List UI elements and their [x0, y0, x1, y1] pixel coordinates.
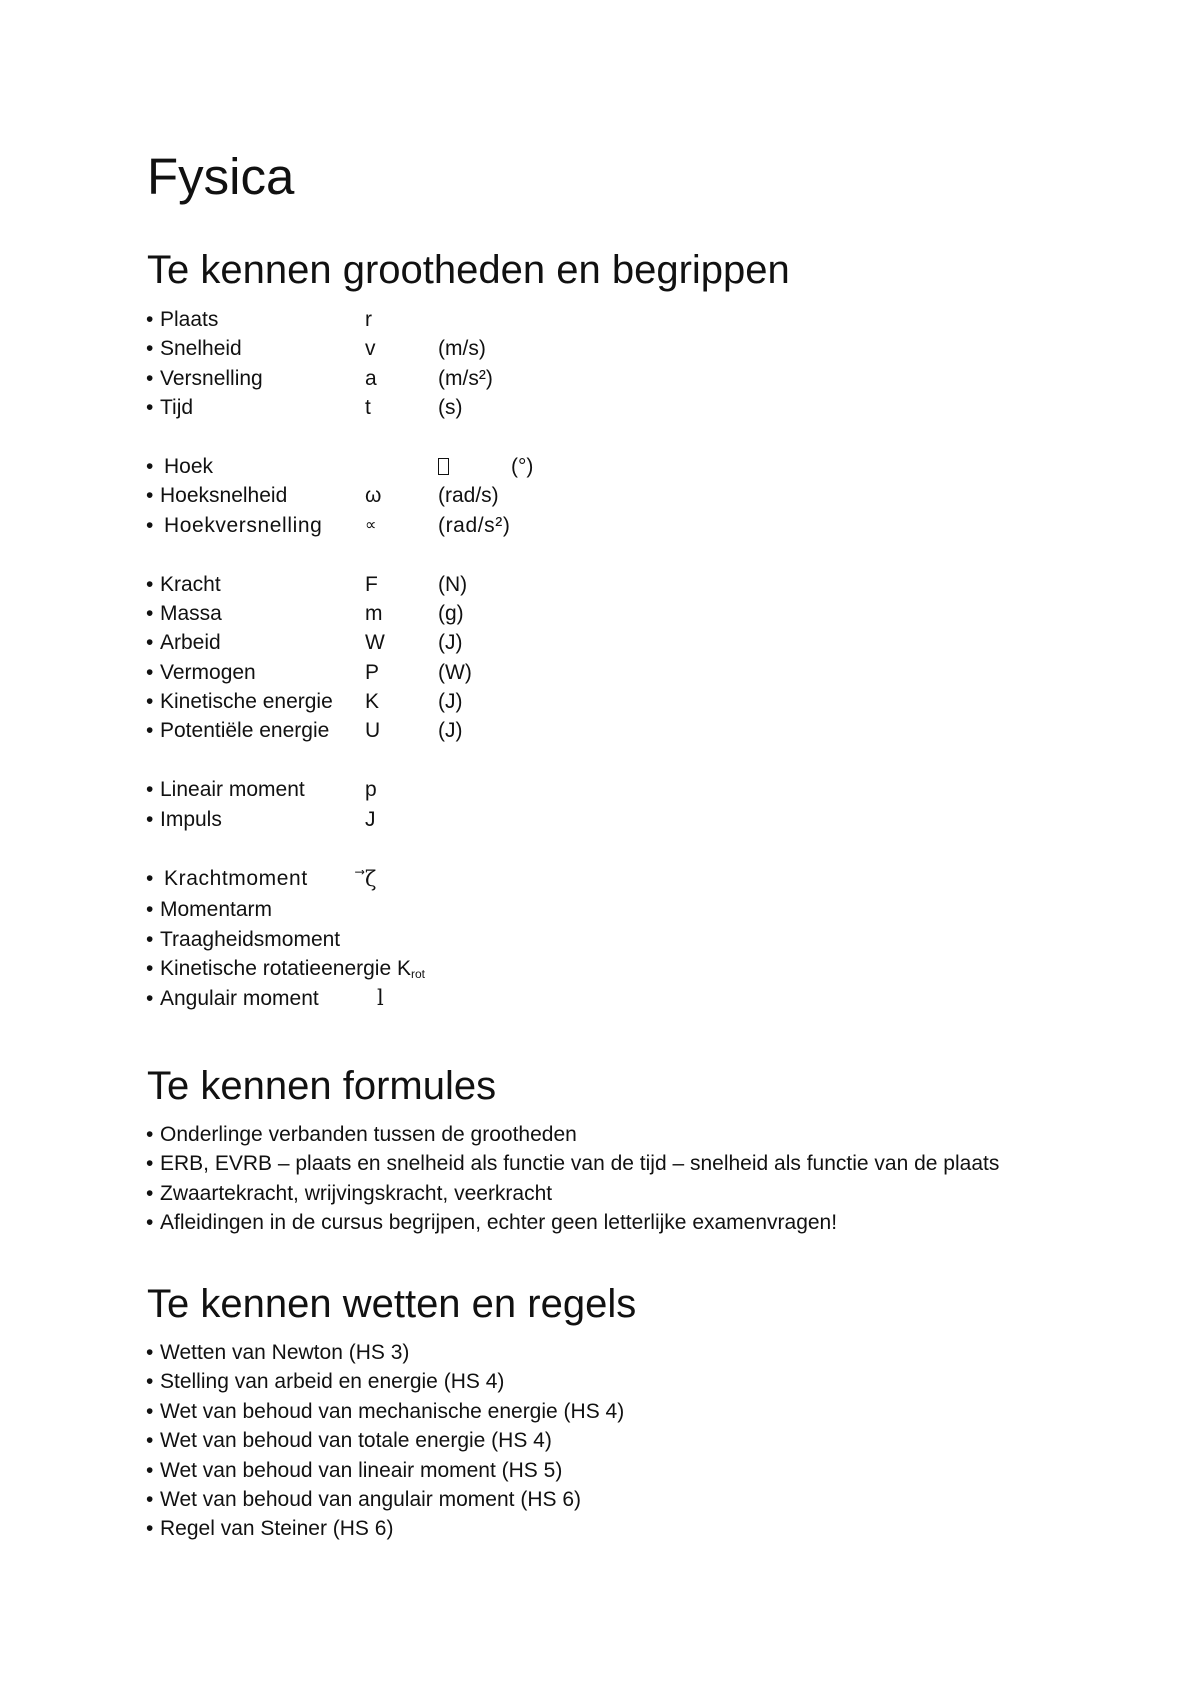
bullet: • [146, 454, 154, 478]
laws-list [146, 1338, 624, 1544]
list-item-plaats [146, 305, 425, 334]
symbol: t [365, 396, 371, 420]
bullet: • [146, 1487, 154, 1511]
term: Potentiële energie [160, 719, 330, 743]
section-title-laws: Te kennen wetten en regels [147, 1282, 637, 1326]
bullet: • [146, 572, 154, 596]
symbol: l [377, 985, 384, 1010]
list-item-lineair-moment [146, 775, 425, 804]
bullet: • [146, 631, 154, 655]
term: Angulair moment [160, 986, 319, 1010]
symbol: ω [365, 484, 382, 508]
bullet: • [146, 1399, 154, 1423]
list-item [146, 1179, 999, 1208]
item-text: Stelling van arbeid en energie (HS 4) [160, 1370, 505, 1394]
symbol: W [365, 631, 385, 655]
bullet: • [146, 601, 154, 625]
bullet: • [146, 986, 154, 1010]
list-item-impuls [146, 805, 425, 834]
unit: (m/s) [438, 337, 486, 361]
bullet: • [146, 337, 154, 361]
bullet: • [146, 719, 154, 743]
list-item [146, 1426, 624, 1455]
unit: (g) [438, 601, 464, 625]
symbol: a [365, 366, 377, 390]
bullet: • [146, 513, 154, 537]
spacer [146, 834, 425, 863]
bullet: • [146, 1123, 154, 1146]
item-text: Wetten van Newton (HS 3) [160, 1341, 410, 1364]
bullet: • [146, 366, 154, 390]
list-item [146, 1367, 624, 1396]
list-item-krachtmoment [146, 863, 425, 895]
list-item [146, 1120, 999, 1149]
list-item-hoeksnelheid [146, 481, 499, 510]
symbol-subscript: rot [411, 967, 426, 982]
term: Hoek [164, 454, 214, 478]
spacer [146, 540, 425, 569]
item-text: Regel van Steiner (HS 6) [160, 1517, 394, 1541]
unit: (rad/s) [438, 484, 499, 508]
bullet: • [146, 1181, 154, 1205]
list-item-snelheid [146, 334, 486, 363]
item-text: ERB, EVRB – plaats en snelheid als functie van de tijd – snelheid als functie van de plaats [160, 1152, 1000, 1176]
term: Kinetische energie [160, 690, 333, 714]
list-item-arbeid [146, 628, 463, 657]
symbol: ⃗ζ [365, 867, 377, 892]
item-text: Wet van behoud van totale energie (HS 4) [160, 1429, 552, 1453]
symbol: m [365, 601, 383, 625]
symbol: p [365, 778, 377, 802]
term: Vermogen [160, 660, 256, 684]
list-item-kracht [146, 570, 468, 599]
spacer [146, 746, 425, 775]
bullet: • [146, 1458, 154, 1482]
document-title: Fysica [147, 148, 295, 205]
unit: (W) [438, 660, 472, 684]
item-text: Wet van behoud van mechanische energie (HS 4) [160, 1399, 625, 1423]
symbol: r [365, 308, 372, 331]
missing-glyph-icon [438, 452, 449, 481]
list-item [146, 1338, 624, 1367]
unit: (J) [438, 690, 463, 714]
unit: (m/s²) [438, 366, 493, 390]
term: Momentarm [160, 898, 273, 922]
term: Lineair moment [160, 778, 305, 802]
unit: (°) [511, 454, 534, 478]
list-item [146, 1456, 624, 1485]
bullet: • [146, 807, 154, 831]
item-text: Wet van behoud van lineair moment (HS 5) [160, 1458, 563, 1482]
term: Tijd [160, 396, 194, 420]
list-item [146, 1485, 624, 1514]
section-title-quantities: Te kennen grootheden en begrippen [147, 248, 790, 292]
bullet: • [146, 927, 154, 951]
symbol: v [365, 337, 376, 361]
bullet: • [146, 308, 154, 331]
bullet: • [146, 898, 154, 922]
symbol: P [365, 660, 380, 684]
list-item-kinetische-energie [146, 687, 463, 716]
list-item-momentarm [146, 895, 425, 924]
list-item-kinetische-rotatieenergie [146, 954, 425, 983]
term: Kinetische rotatieenergie K [160, 957, 411, 981]
item-text: Onderlinge verbanden tussen de grootheden [160, 1123, 577, 1146]
list-item-potentiele-energie [146, 716, 463, 745]
symbol: F [365, 572, 378, 596]
item-text: Afleidingen in de cursus begrijpen, echter geen letterlijke examenvragen! [160, 1211, 838, 1235]
list-item [146, 1208, 999, 1237]
unit: (s) [438, 396, 463, 420]
quantities-list [146, 305, 534, 1013]
term: Arbeid [160, 631, 221, 655]
section-title-formulas: Te kennen formules [147, 1064, 497, 1108]
bullet: • [146, 690, 154, 714]
list-item-versnelling [146, 364, 493, 393]
bullet: • [146, 660, 154, 684]
list-item-traagheidsmoment [146, 925, 425, 954]
bullet: • [146, 1429, 154, 1453]
list-item-hoek [146, 452, 534, 481]
term: Versnelling [160, 366, 263, 390]
bullet: • [146, 396, 154, 420]
bullet: • [146, 1341, 154, 1364]
term: Plaats [160, 308, 219, 331]
bullet: • [146, 867, 154, 891]
item-text: Zwaartekracht, wrijvingskracht, veerkracht [160, 1181, 553, 1205]
term: Kracht [160, 572, 221, 596]
term: Traagheidsmoment [160, 927, 341, 951]
unit: (J) [438, 719, 463, 743]
list-item [146, 1514, 624, 1543]
term: Hoekversnelling [164, 513, 323, 537]
list-item-vermogen [146, 658, 472, 687]
symbol: J [365, 807, 376, 831]
bullet: • [146, 1517, 154, 1541]
unit: (rad/s²) [438, 513, 511, 537]
term: Krachtmoment [164, 867, 308, 891]
bullet: • [146, 1211, 154, 1235]
bullet: • [146, 1152, 154, 1176]
term: Impuls [160, 807, 222, 831]
list-item-tijd [146, 393, 463, 422]
bullet: • [146, 957, 154, 981]
list-item-angulair-moment [146, 984, 425, 1013]
item-text: Wet van behoud van angulair moment (HS 6) [160, 1487, 582, 1511]
list-item [146, 1397, 624, 1426]
list-item [146, 1149, 999, 1178]
bullet: • [146, 778, 154, 802]
bullet: • [146, 1370, 154, 1394]
formulas-list [146, 1120, 999, 1238]
bullet: • [146, 484, 154, 508]
symbol: U [365, 719, 381, 743]
term: Snelheid [160, 337, 242, 361]
list-item-massa [146, 599, 464, 628]
spacer [146, 423, 425, 452]
list-item-hoekversnelling [146, 511, 511, 540]
symbol: K [365, 690, 380, 714]
term: Massa [160, 601, 222, 625]
unit: (J) [438, 631, 463, 655]
symbol: ∝ [365, 516, 377, 534]
unit: (N) [438, 572, 468, 596]
term: Hoeksnelheid [160, 484, 288, 508]
